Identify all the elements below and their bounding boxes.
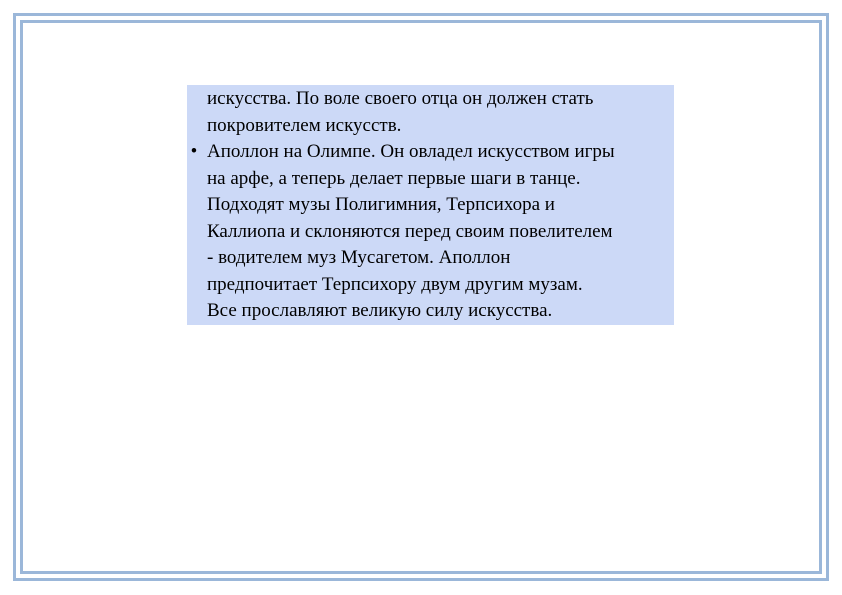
text-line: на арфе, а теперь делает первые шаги в танце.	[207, 167, 581, 189]
text-line: покровителем искусств.	[207, 114, 402, 136]
text-line: Все прославляют великую силу искусства.	[207, 300, 553, 321]
text-line: Аполлон на Олимпе. Он овладел искусством игры	[207, 141, 615, 162]
text-line: предпочитает Терпсихору двум другим музам.	[207, 273, 583, 295]
text-line: искусства. По воле своего отца он должен стать	[207, 88, 594, 109]
bullet-paragraph	[187, 139, 674, 325]
text-line: Подходят музы Полигимния, Терпсихора и	[207, 194, 555, 215]
continued-paragraph	[187, 86, 674, 139]
bullet-icon: •	[190, 141, 198, 162]
text-line: Каллиопа и склоняются перед своим повелителем	[207, 220, 613, 242]
text-line: - водителем муз Мусагетом. Аполлон	[207, 247, 511, 268]
text-box	[187, 85, 674, 325]
